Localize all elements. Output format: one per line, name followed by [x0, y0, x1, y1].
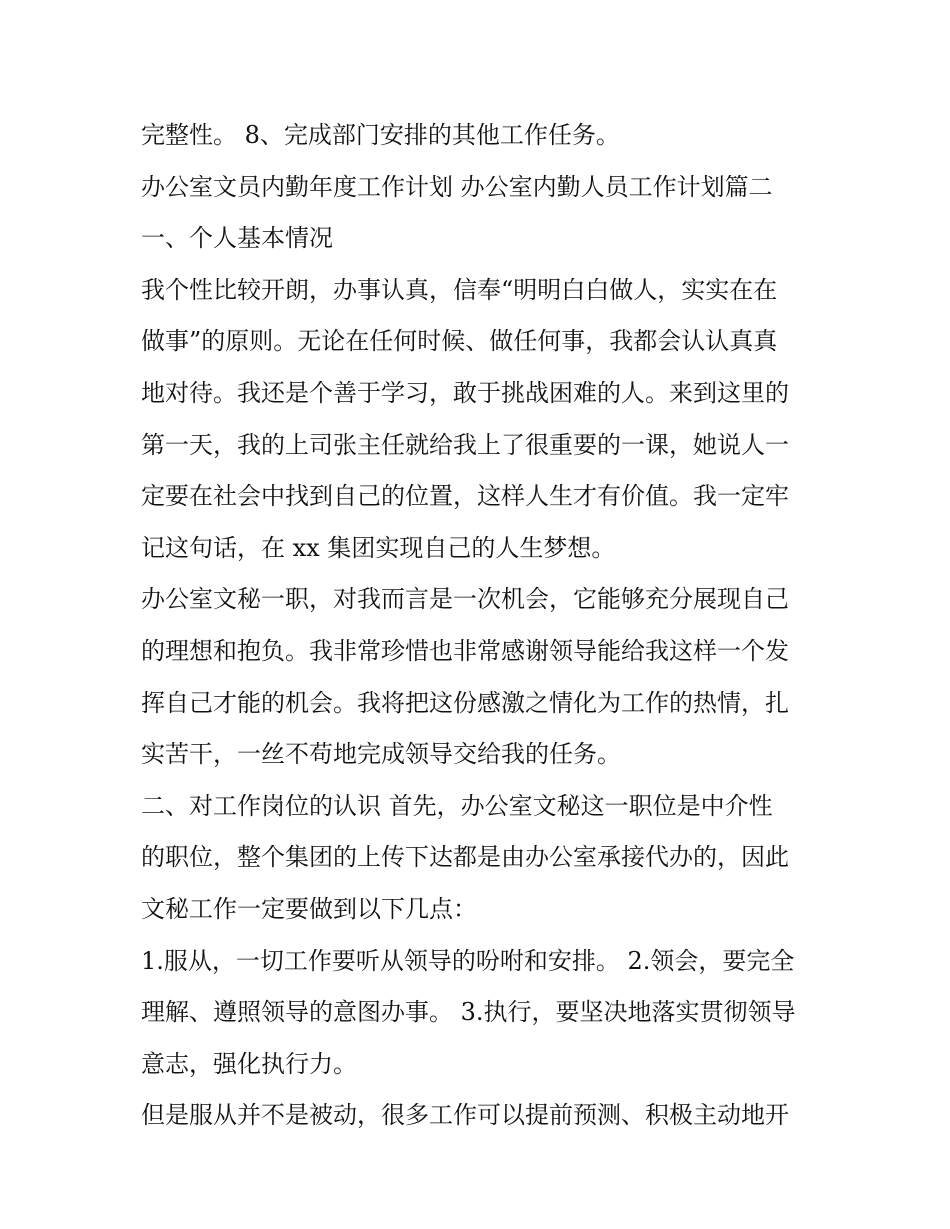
document-body	[141, 110, 821, 1142]
section-heading-line: 二、对工作岗位的认识 首先，办公室文秘这一职位是中介性	[141, 791, 773, 820]
list-line: 意志，强化执行力。	[141, 1049, 357, 1078]
text-line: 做事”的原则。无论在任何时候、做任何事，我都会认认真真	[141, 327, 778, 356]
text-line: 文秘工作一定要做到以下几点：	[141, 894, 477, 923]
text-line: 记这句话，在 xx 集团实现自己的人生梦想。	[141, 533, 616, 562]
text-line: 的理想和抱负。我非常珍惜也非常感谢领导能给我这样一个发	[141, 636, 789, 665]
text-line: 办公室文秘一职，对我而言是一次机会，它能够充分展现自己	[141, 585, 789, 614]
text-line: 第一天，我的上司张主任就给我上了很重要的一课，她说人一	[141, 430, 789, 459]
text-line: 定要在社会中找到自己的位置，这样人生才有价值。我一定牢	[141, 482, 789, 511]
section-heading-line: 一、个人基本情况	[141, 224, 333, 253]
text-line: 的职位，整个集团的上传下达都是由办公室承接代办的，因此	[141, 843, 789, 872]
list-line: 1.服从，一切工作要听从领导的吩咐和安排。 2.领会，要完全	[141, 946, 795, 975]
text-line: 实苦干，一丝不苟地完成领导交给我的任务。	[141, 740, 621, 769]
text-line: 但是服从并不是被动，很多工作可以提前预测、积极主动地开	[141, 1101, 789, 1130]
text-line: 地对待。我还是个善于学习，敢于挑战困难的人。来到这里的	[141, 378, 789, 407]
text-line: 挥自己才能的机会。我将把这份感激之情化为工作的热情，扎	[141, 688, 789, 717]
list-line: 理解、遵照领导的意图办事。 3.执行，要坚决地落实贯彻领导	[141, 998, 796, 1027]
section-title-line: 办公室文员内勤年度工作计划 办公室内勤人员工作计划篇二	[141, 172, 773, 201]
text-line: 我个性比较开朗，办事认真，信奉“明明白白做人，实实在在	[141, 275, 778, 304]
text-line: 完整性。 8、完成部门安排的其他工作任务。	[141, 121, 620, 149]
